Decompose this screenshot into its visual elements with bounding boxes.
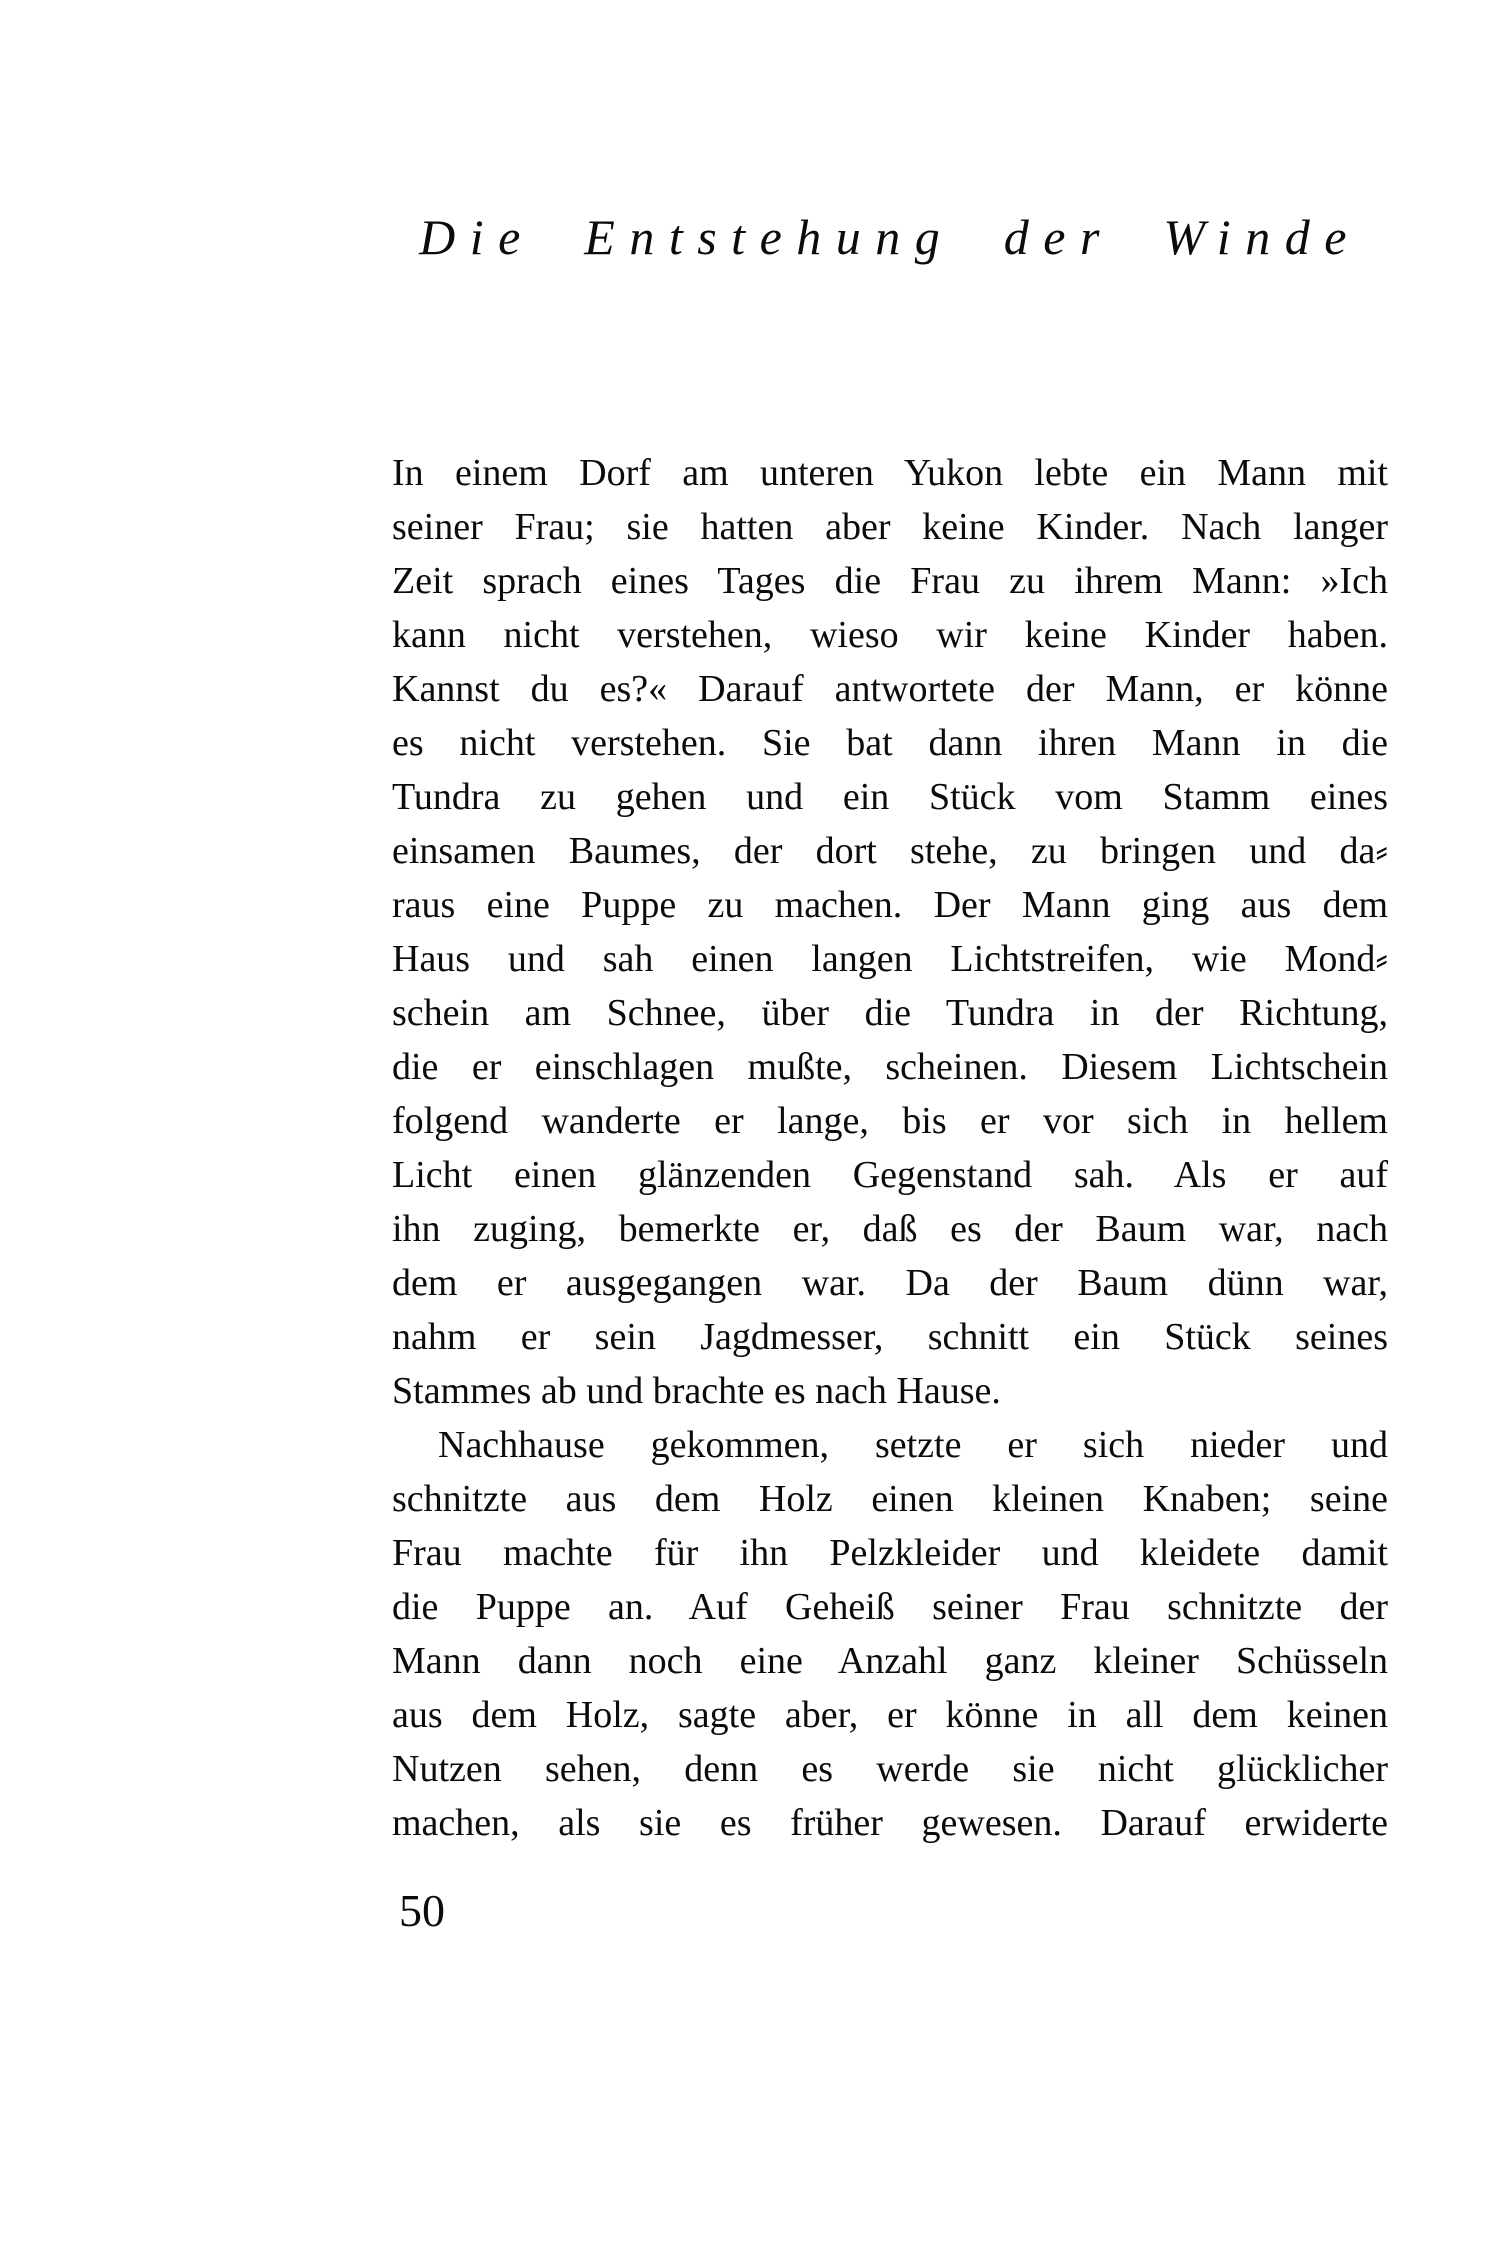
body-line: kann nicht verstehen, wieso wir keine Kinder haben.: [392, 614, 1388, 656]
body-line: schein am Schnee, über die Tundra in der Richtung,: [392, 992, 1388, 1034]
body-line: einsamen Baumes, der dort stehe, zu bringen und da⸗: [392, 830, 1388, 872]
body-text: [392, 446, 1388, 1850]
body-line: nahm er sein Jagdmesser, schnitt ein Stück seines: [392, 1316, 1388, 1358]
body-line: Mann dann noch eine Anzahl ganz kleiner Schüsseln: [392, 1640, 1388, 1682]
body-line: ihn zuging, bemerkte er, daß es der Baum war, nach: [392, 1208, 1388, 1250]
body-line: Tundra zu gehen und ein Stück vom Stamm eines: [392, 776, 1388, 818]
body-line: schnitzte aus dem Holz einen kleinen Knaben; seine: [392, 1478, 1388, 1520]
body-line: Zeit sprach eines Tages die Frau zu ihrem Mann: »Ich: [392, 560, 1388, 602]
body-line: die er einschlagen mußte, scheinen. Diesem Lichtschein: [392, 1046, 1388, 1088]
body-line: raus eine Puppe zu machen. Der Mann ging aus dem: [392, 884, 1388, 926]
body-line: die Puppe an. Auf Geheiß seiner Frau schnitzte der: [392, 1586, 1388, 1628]
body-line: Licht einen glänzenden Gegenstand sah. Als er auf: [392, 1154, 1388, 1196]
body-line: Nutzen sehen, denn es werde sie nicht glücklicher: [392, 1748, 1388, 1790]
body-line: machen, als sie es früher gewesen. Darauf erwiderte: [392, 1802, 1388, 1844]
page-title: Die Entstehung der Winde: [419, 209, 1361, 265]
body-line: Kannst du es?« Darauf antwortete der Mann, er könne: [392, 668, 1388, 710]
body-line: Frau machte für ihn Pelzkleider und kleidete damit: [392, 1532, 1388, 1574]
body-line: Haus und sah einen langen Lichtstreifen, wie Mond⸗: [392, 938, 1388, 980]
body-line: dem er ausgegangen war. Da der Baum dünn war,: [392, 1262, 1388, 1304]
body-line: folgend wanderte er lange, bis er vor sich in hellem: [392, 1100, 1388, 1142]
body-line: es nicht verstehen. Sie bat dann ihren Mann in die: [392, 722, 1388, 764]
body-line: Stammes ab und brachte es nach Hause.: [392, 1370, 1001, 1412]
body-line: In einem Dorf am unteren Yukon lebte ein Mann mit: [392, 452, 1388, 494]
body-line: seiner Frau; sie hatten aber keine Kinder. Nach langer: [392, 506, 1388, 548]
body-line: aus dem Holz, sagte aber, er könne in all dem keinen: [392, 1694, 1388, 1736]
body-line: Nachhause gekommen, setzte er sich nieder und: [438, 1424, 1388, 1466]
page-number: 50: [399, 1885, 445, 1936]
